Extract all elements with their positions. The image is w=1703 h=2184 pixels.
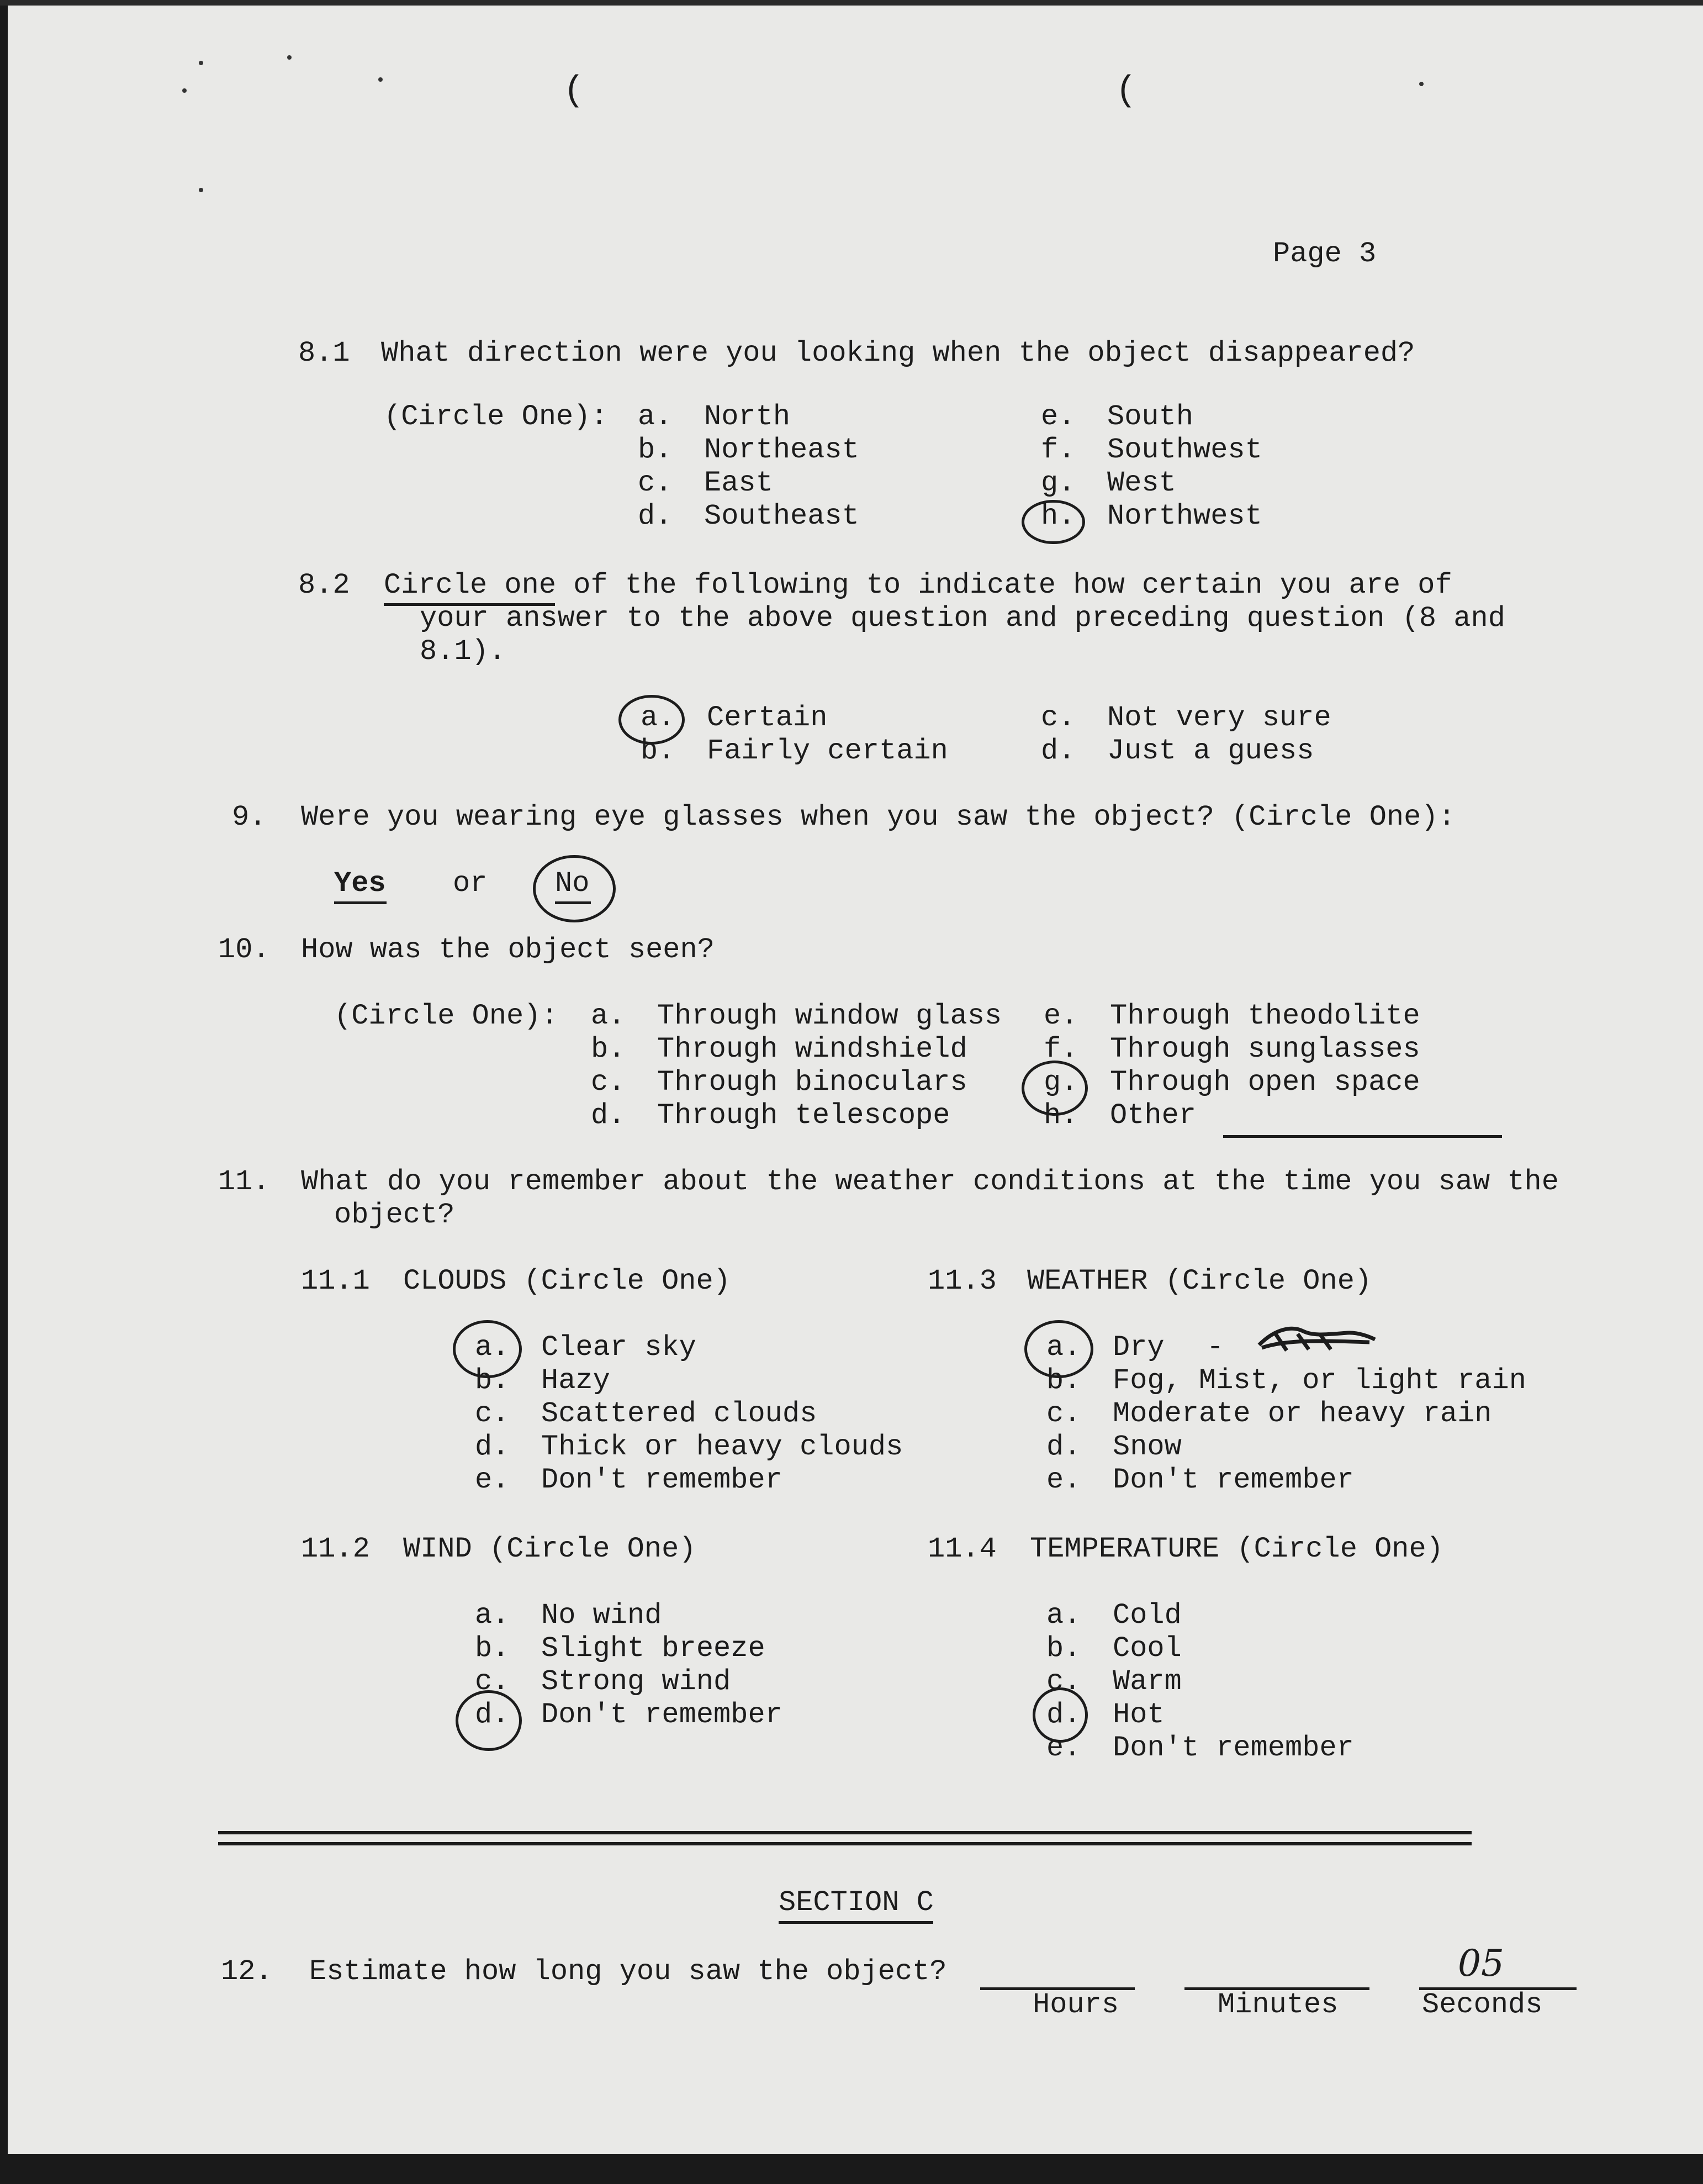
- underline-mark: [779, 1921, 933, 1924]
- option-letter: a.: [1046, 1599, 1081, 1632]
- option-text: Don't remember: [541, 1464, 782, 1496]
- scan-speck: [287, 55, 292, 60]
- option-text: Through binoculars: [657, 1066, 967, 1099]
- option-text: Through sunglasses: [1110, 1033, 1420, 1065]
- option-text: West: [1107, 467, 1176, 499]
- answer-circle-mark: [456, 1690, 522, 1751]
- option-text: East: [704, 467, 773, 499]
- section-c-title: SECTION C: [779, 1886, 934, 1919]
- answer-circle-mark: [1022, 500, 1085, 544]
- option-text: Through windshield: [657, 1033, 967, 1065]
- answer-circle-mark: [618, 695, 685, 745]
- option-letter: c.: [638, 467, 673, 499]
- scan-speck: [378, 77, 383, 82]
- option-text: Through theodolite: [1110, 1000, 1420, 1032]
- option-letter: f.: [1041, 434, 1076, 466]
- q12-question: Estimate how long you saw the object?: [309, 1955, 947, 1988]
- option-letter: d.: [475, 1698, 510, 1731]
- option-letter: b.: [475, 1632, 510, 1665]
- option-text: Through open space: [1110, 1066, 1420, 1099]
- option-letter: e.: [475, 1464, 510, 1496]
- option-letter: b.: [1046, 1364, 1081, 1397]
- option-letter: b.: [1046, 1632, 1081, 1665]
- q11-2-number: 11.2: [301, 1533, 370, 1565]
- option-letter: d.: [638, 500, 673, 532]
- seconds-value: 05: [1458, 1942, 1504, 1985]
- q11-line2: object?: [334, 1199, 455, 1231]
- option-letter: d.: [1041, 735, 1076, 767]
- option-text: Other: [1110, 1099, 1197, 1132]
- option-text: No wind: [541, 1599, 662, 1632]
- minutes-label: Minutes: [1218, 1988, 1339, 2021]
- q8-2-line2: your answer to the above question and preceding question (8 and: [420, 602, 1505, 635]
- scan-edge-bottom: [0, 2154, 1703, 2184]
- scan-speck: [1419, 82, 1424, 86]
- option-text: Not very sure: [1107, 701, 1331, 734]
- other-blank-line: [1223, 1135, 1502, 1138]
- q11-2-title: WIND (Circle One): [403, 1533, 696, 1565]
- q11-line1: What do you remember about the weather conditions at the time you saw the: [301, 1165, 1559, 1198]
- option-letter: e.: [1046, 1732, 1081, 1764]
- q8-2-line3: 8.1).: [420, 635, 506, 668]
- q11-1-number: 11.1: [301, 1265, 370, 1297]
- option-letter: a.: [475, 1599, 510, 1632]
- option-text: Scattered clouds: [541, 1397, 817, 1430]
- answer-circle-mark: [533, 855, 616, 922]
- q8-2-line1: Circle one of the following to indicate how certain you are of: [384, 569, 1452, 602]
- option-text: Slight breeze: [541, 1632, 765, 1665]
- q11-3-number: 11.3: [928, 1265, 997, 1297]
- underline-mark: [334, 901, 387, 904]
- option-letter: b.: [641, 735, 675, 767]
- option-text: Dry: [1113, 1331, 1165, 1364]
- option-text: Thick or heavy clouds: [541, 1431, 903, 1463]
- option-letter: c.: [475, 1397, 510, 1430]
- q11-1-title: CLOUDS (Circle One): [403, 1265, 731, 1297]
- scribble-mark: [1254, 1317, 1381, 1356]
- option-letter: d.: [1046, 1431, 1081, 1463]
- option-letter: a.: [641, 701, 675, 734]
- answer-circle-mark: [1033, 1687, 1088, 1743]
- option-text: Hazy: [541, 1364, 610, 1397]
- scan-mark: (: [563, 71, 585, 111]
- q11-4-title: TEMPERATURE (Circle One): [1030, 1533, 1443, 1565]
- answer-circle-mark: [1022, 1061, 1088, 1116]
- option-text: Through window glass: [657, 1000, 1002, 1032]
- option-letter: d.: [475, 1431, 510, 1463]
- option-letter: g.: [1041, 467, 1076, 499]
- scan-speck: [182, 88, 187, 93]
- q9-yes: Yes: [334, 867, 386, 900]
- seconds-label: Seconds: [1422, 1988, 1543, 2021]
- option-text: Moderate or heavy rain: [1113, 1397, 1492, 1430]
- q8-1-question: What direction were you looking when the object disappeared?: [381, 337, 1415, 370]
- section-divider: [218, 1842, 1472, 1845]
- option-letter: a.: [638, 400, 673, 433]
- option-text: Don't remember: [541, 1698, 782, 1731]
- option-letter: h.: [1044, 1099, 1078, 1132]
- hours-label: Hours: [1033, 1988, 1119, 2021]
- q10-instruction: (Circle One):: [334, 1000, 558, 1032]
- q10-question: How was the object seen?: [301, 933, 715, 966]
- q12-number: 12.: [221, 1955, 273, 1988]
- option-text: Strong wind: [541, 1665, 731, 1698]
- section-divider: [218, 1831, 1472, 1834]
- option-text: Just a guess: [1107, 735, 1314, 767]
- q11-number: 11.: [218, 1165, 270, 1198]
- option-text: Clear sky: [541, 1331, 696, 1364]
- q9-or: or: [453, 867, 488, 900]
- option-text: Northwest: [1107, 500, 1262, 532]
- option-text: South: [1107, 400, 1194, 433]
- option-text: Don't remember: [1113, 1732, 1354, 1764]
- option-letter: f.: [1044, 1033, 1078, 1065]
- option-text: Hot: [1113, 1698, 1165, 1731]
- q11-3-title: WEATHER (Circle One): [1027, 1265, 1372, 1297]
- option-letter: c.: [1046, 1665, 1081, 1698]
- scan-speck: [199, 61, 203, 65]
- option-text: Southwest: [1107, 434, 1262, 466]
- option-letter: a.: [1046, 1331, 1081, 1364]
- answer-circle-mark: [1024, 1320, 1093, 1378]
- option-text: North: [704, 400, 791, 433]
- option-text: Fairly certain: [707, 735, 948, 767]
- option-text: Through telescope: [657, 1099, 950, 1132]
- option-letter: e.: [1044, 1000, 1078, 1032]
- option-text: Cool: [1113, 1632, 1182, 1665]
- option-text: Fog, Mist, or light rain: [1113, 1364, 1526, 1397]
- q8-1-number: 8.1: [298, 337, 350, 370]
- scan-edge-left: [0, 0, 8, 2184]
- option-letter: d.: [1046, 1698, 1081, 1731]
- q9-question: Were you wearing eye glasses when you saw the object? (Circle One):: [301, 801, 1456, 833]
- q9-number: 9.: [232, 801, 267, 833]
- option-letter: c.: [1041, 701, 1076, 734]
- scan-mark: (: [1115, 71, 1137, 111]
- option-letter: a.: [475, 1331, 510, 1364]
- scan-edge-top: [0, 0, 1703, 6]
- option-text: Certain: [707, 701, 828, 734]
- q8-1-instruction: (Circle One):: [384, 400, 608, 433]
- option-text: Cold: [1113, 1599, 1182, 1632]
- q11-4-number: 11.4: [928, 1533, 997, 1565]
- option-letter: b.: [638, 434, 673, 466]
- option-letter: d.: [591, 1099, 626, 1132]
- q8-2-number: 8.2: [298, 569, 350, 602]
- option-text: Southeast: [704, 500, 859, 532]
- option-text: Northeast: [704, 434, 859, 466]
- option-letter: h.: [1041, 500, 1076, 532]
- option-letter: e.: [1041, 400, 1076, 433]
- option-letter: b.: [475, 1364, 510, 1397]
- scan-speck: [199, 188, 203, 192]
- option-letter: g.: [1044, 1066, 1078, 1099]
- answer-circle-mark: [453, 1320, 522, 1378]
- option-letter: c.: [591, 1066, 626, 1099]
- option-letter: c.: [475, 1665, 510, 1698]
- option-letter: b.: [591, 1033, 626, 1065]
- option-text: Warm: [1113, 1665, 1182, 1698]
- option-letter: a.: [591, 1000, 626, 1032]
- q10-number: 10.: [218, 933, 270, 966]
- page-number: Page 3: [1273, 238, 1377, 270]
- option-letter: c.: [1046, 1397, 1081, 1430]
- option-letter: e.: [1046, 1464, 1081, 1496]
- option-text: Don't remember: [1113, 1464, 1354, 1496]
- option-text: Snow: [1113, 1431, 1182, 1463]
- weather-dash: -: [1207, 1331, 1224, 1364]
- q9-no: No: [555, 867, 590, 900]
